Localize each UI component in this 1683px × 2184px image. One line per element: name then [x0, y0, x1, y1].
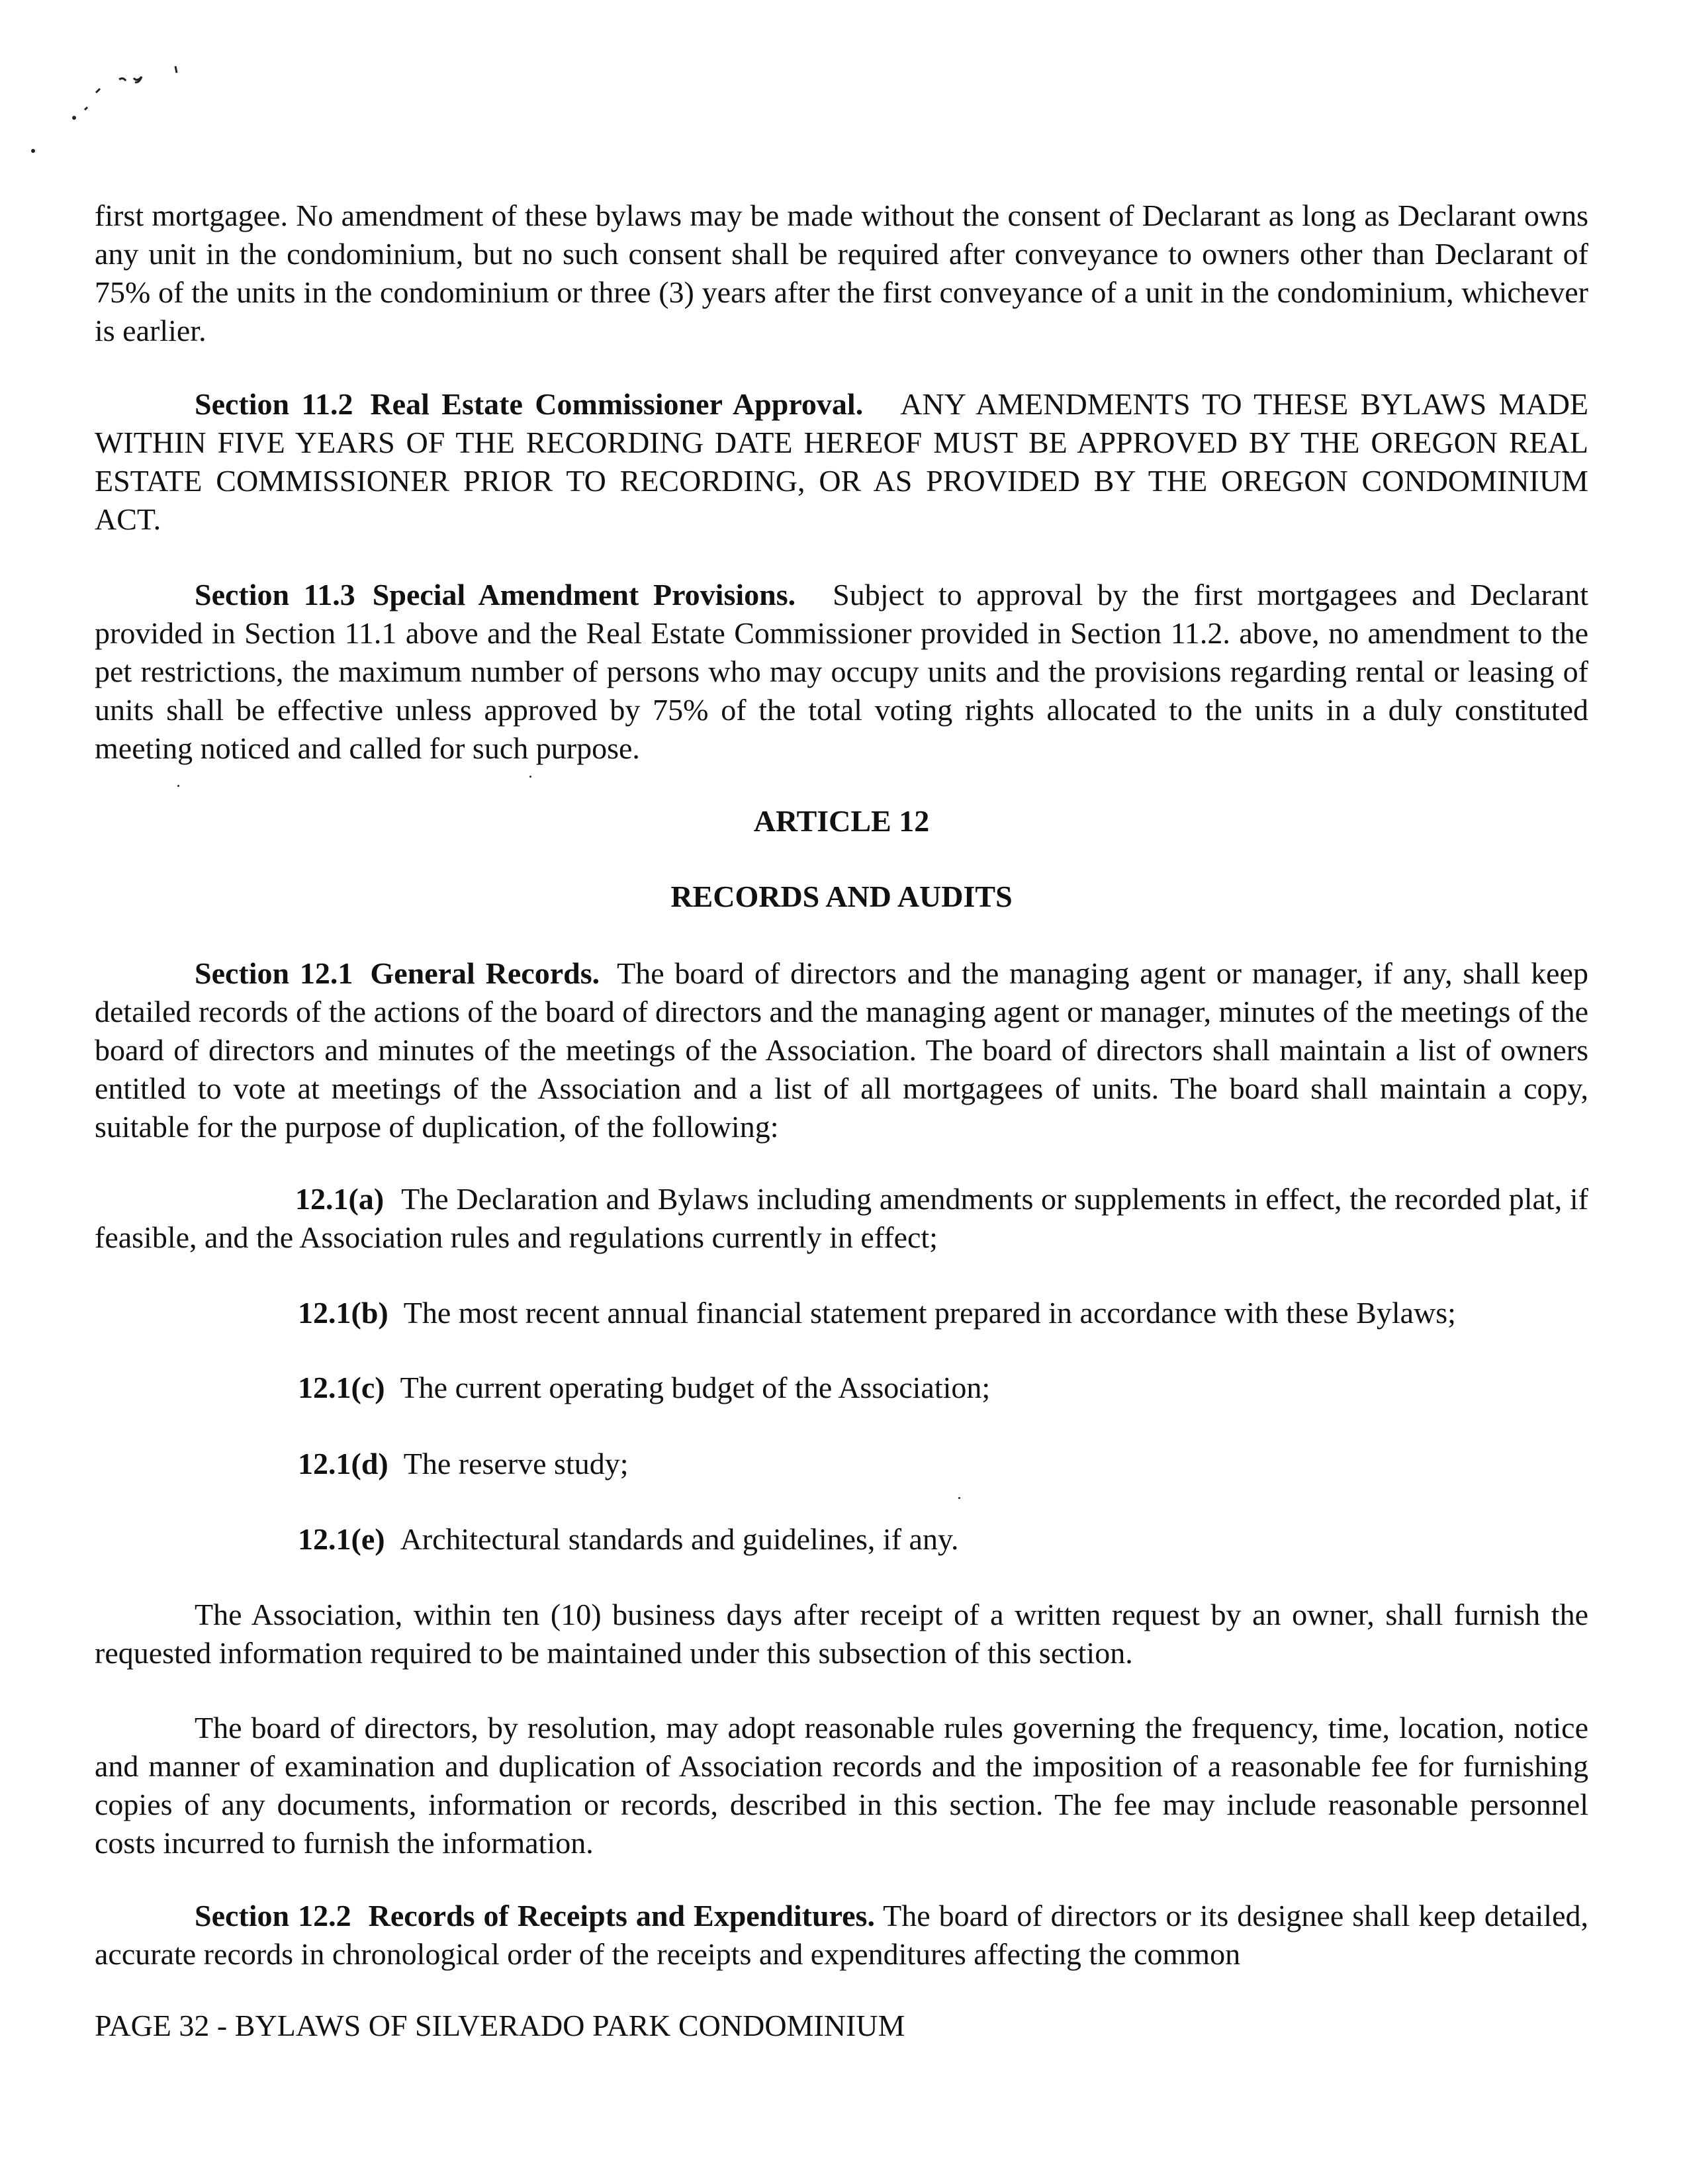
list-item-text: Architectural standards and guidelines, if any. [400, 1522, 959, 1556]
list-item-text: The Declaration and Bylaws including amendments or supplements in effect, the recorded plat, if feasible, and the Association rules and regulations currently in effect; [95, 1182, 1588, 1254]
section-11-3 [95, 576, 1588, 768]
list-item-12-1-b [298, 1294, 1588, 1332]
list-item-12-1-a [95, 1180, 1588, 1257]
section-11-2-number: Section 11.2 [195, 387, 353, 421]
paragraph-amendment-consent: first mortgagee. No amendment of these bylaws may be made without the consent of Declarant as long as Declarant owns any unit in the condominium, but no such consent shall be required after conveyance to owners other than Declarant of 75% of the units in the condominium or three (3) years after the first conveyance of a unit in the condominium, whichever is earlier. [95, 199, 1588, 347]
list-item-label: 12.1(b) [298, 1296, 388, 1330]
list-item-label: 12.1(c) [298, 1371, 385, 1404]
list-item-text: The current operating budget of the Association; [400, 1371, 991, 1404]
section-12-2-text: The board of directors or its designee shall keep detailed, accurate records in chronological order of the receipts and expenditures affecting the common [95, 1899, 1588, 1971]
section-12-2-title: Records of Receipts and Expenditures. [368, 1899, 875, 1933]
article-number: ARTICLE 12 [753, 804, 930, 838]
section-11-2-title: Real Estate Commissioner Approval. [370, 387, 864, 421]
paragraph-rules-fees: The board of directors, by resolution, may adopt reasonable rules governing the frequency, time, location, notice and manner of examination and duplication of Association records and the imposition of a reasonable fee for furnishing copies of any documents, information or records, described in this section. The fee may include reasonable personnel costs incurred to furnish the information. [95, 1711, 1588, 1860]
scan-speck [958, 1497, 960, 1499]
list-item-text: The reserve study; [403, 1447, 629, 1480]
section-12-1-title: General Records. [370, 956, 600, 990]
section-12-1-text: The board of directors and the managing agent or manager, if any, shall keep detailed records of the actions of the board of directors and the managing agent or manager, minutes of the meetings of the board of directors and minutes of the meetings of the Association. The board of directors shall maintain a list of owners entitled to vote at meetings of the Association and a list of all mortgagees of units. The board shall maintain a copy, suitable for the purpose of duplication, of the following: [95, 956, 1588, 1144]
section-11-3-text: Subject to approval by the first mortgagees and Declarant provided in Section 11.1 above and the Real Estate Commissioner provided in Section 11.2. above, no amendment to the pet restrictions, the maximum number of persons who may occupy units and the provisions regarding rental or leasing of units shall be effective unless approved by 75% of the total voting rights allocated to the units in a duly constituted meeting noticed and called for such purpose. [95, 578, 1589, 765]
list-item-text: The most recent annual financial statement prepared in accordance with these Bylaws; [403, 1296, 1456, 1330]
scan-speck [529, 776, 531, 778]
article-title: RECORDS AND AUDITS [670, 880, 1013, 913]
list-item-12-1-e [298, 1520, 1588, 1559]
list-item-12-1-d [298, 1445, 1588, 1483]
paragraph-furnish-information: The Association, within ten (10) business days after receipt of a written request by an owner, shall furnish the requested information required to be maintained under this subsection of this section. [95, 1598, 1588, 1670]
list-item-label: 12.1(e) [298, 1522, 385, 1556]
section-11-3-title: Special Amendment Provisions. [372, 578, 796, 612]
scan-speck [177, 785, 179, 787]
list-item-label: 12.1(a) [295, 1182, 385, 1216]
section-12-1-number: Section 12.1 [195, 956, 353, 990]
section-11-2-text: ANY AMENDMENTS TO THESE BYLAWS MADE WITHIN FIVE YEARS OF THE RECORDING DATE HEREOF MUST BE APPROVED BY THE OREGON REAL ESTATE COMMISSIONER PRIOR TO RECORDING, OR AS PROVIDED BY THE OREGON CONDOMINIUM ACT. [95, 387, 1589, 536]
section-12-2 [95, 1897, 1588, 1974]
list-item-label: 12.1(d) [298, 1447, 388, 1480]
section-12-1 [95, 954, 1588, 1146]
list-item-12-1-c [298, 1369, 1588, 1407]
section-11-2 [95, 385, 1588, 539]
page-footer: PAGE 32 - BYLAWS OF SILVERADO PARK CONDOMINIUM [95, 2009, 905, 2042]
section-11-3-number: Section 11.3 [195, 578, 355, 612]
section-12-2-number: Section 12.2 [195, 1899, 351, 1933]
scan-artifact-marks [13, 40, 185, 172]
